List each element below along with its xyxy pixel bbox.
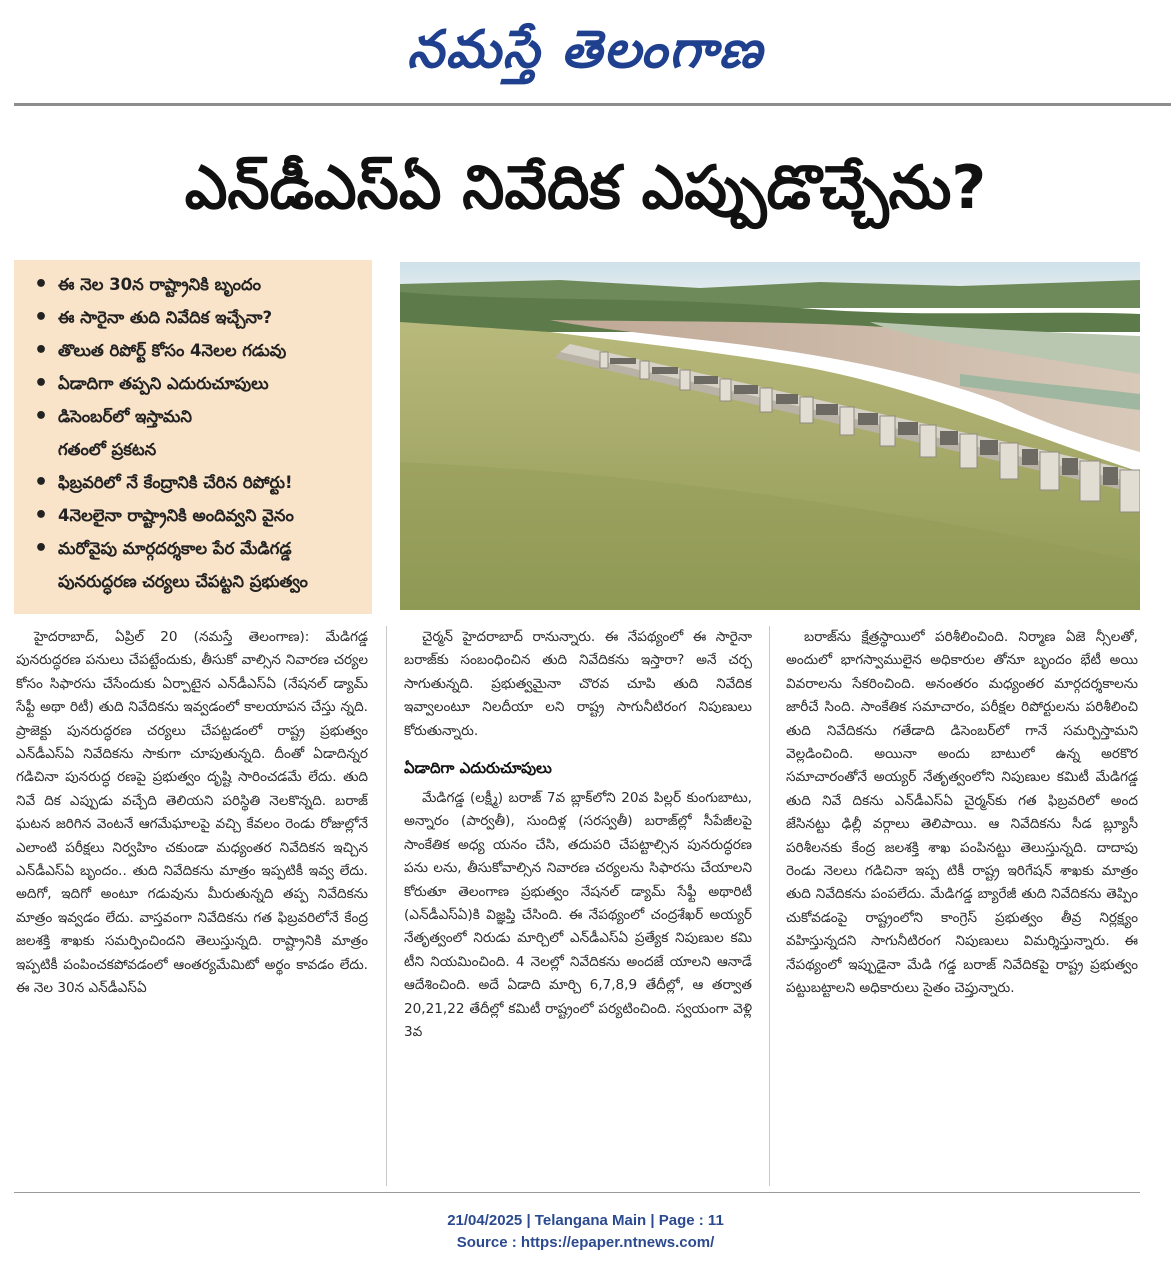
highlight-item: • మరోవైపు మార్గదర్శకాల పేర మేడిగడ్డ [34, 532, 364, 565]
footer-source: Source : https://epaper.ntnews.com/ [456, 1234, 715, 1251]
highlight-item: • 4నెలలైనా రాష్ట్రానికి అందివ్వని వైనం [34, 499, 364, 532]
highlight-item: • ఫిబ్రవరిలో నే కేంద్రానికి చేరిన రిపోర్టు! [34, 466, 364, 499]
headline: ఎన్‌డీఎస్‌ఏ నివేదిక ఎప్పుడొచ్చేను? [184, 152, 987, 223]
barrage-photo [400, 262, 1140, 610]
column-divider [386, 626, 387, 1186]
footer-divider [14, 1192, 1140, 1193]
article-column-3 [786, 626, 1138, 1186]
article-paragraph: హైదరాబాద్, ఏప్రిల్ 20 (నమస్తే తెలంగాణ): మేడిగడ్డ పునరుద్ధరణ పనులు చేపట్టేందుకు, తీసుకో వాల్సిన నివారణ చర్యల కోసం సిఫారసు చేసేందుకు ఏర్పాటైన ఎన్‌డీఎస్‌ఏ (నేషనల్ డ్యామ్ సేఫ్టీ అథా రిటీ) తుది నివేదికను ఇవ్వడంలో కాలయాపన చేస్తు న్నది. ప్రాజెక్టు పునరుద్ధరణ చర్యలు చేపట్టడంలో రాష్ట్ర ప్రభుత్వం ఎన్‌డీఎస్‌ఏ నివేదికను సాకుగా చూపుతున్నది. దీంతో ఏడాదిన్నర గడిచినా పునరుద్ధ రణపై ప్రభుత్వం దృష్టి సారించడమే లేదు. తుది నివే దిక ఎప్పుడు వచ్చేది తెలియని పరిస్థితి నెలకొన్నది. బరాజ్ ఘటన జరిగిన వెంటనే ఆగమేఘాలపై వచ్చి కేవలం రెండు రోజుల్లోనే ఎలాంటి పరీక్షలు నిర్వహిం చకుండా మధ్యంతర నివేదికన ఇచ్చిన ఎన్‌డీఎస్‌ఏ బృందం.. తుది నివేదికను మాత్రం ఇప్పటికీ ఇవ్వ లేదు. అదిగో, ఇదిగో అంటూ గడువును మీరుతున్నది తప్ప నివేదికను మాత్రం ఇవ్వడం లేదు. వాస్తవంగా నివేదికను గత ఫిబ్రవరిలోనే కేంద్ర జలశక్తి శాఖకు సమర్పించిందని తెలుస్తున్నది. రాష్ట్రానికి మాత్రం ఇప్పటికీ పంపించకపోవడంలో ఆంతర్యమేమిటో అర్థం కావడం లేదు. ఈ నెల 30న ఎన్‌డీఎస్‌ఏ [16, 629, 368, 997]
highlights-list [34, 268, 364, 598]
footer [0, 1210, 1171, 1254]
masthead-logo: నమస్తే తెలంగాణ [407, 20, 764, 80]
highlight-item: • ఈ నెల 30న రాష్ట్రానికి బృందం [34, 268, 364, 301]
article-paragraph: మేడిగడ్డ (లక్ష్మీ) బరాజ్ 7వ బ్లాక్‌లోని 20వ పిల్లర్ కుంగుబాటు, అన్నారం (పార్వతీ), సుందిళ్ల (సరస్వతీ) బరాజ్‌ల్లో సీపేజీలపై సాంకేతిక అధ్య యనం చేసి, తదుపరి చేపట్టాల్సిన పునరుద్ధరణ పను లను, తీసుకోవాల్సిన నివారణ చర్యలను సిఫారసు చేయాలని కోరుతూ తెలంగాణ ప్రభుత్వం నేషనల్ డ్యామ్ సేఫ్టీ అథారిటీ (ఎన్‌డీఎస్‌ఏ)కి విజ్ఞప్తి చేసింది. ఈ నేపథ్యంలో చంద్రశేఖర్ అయ్యర్ నేతృత్వంలో నిరుడు మార్చిలో ఎన్‌డీఎస్‌ఏ ప్రత్యేక నిపుణుల కమి టీని నియమించింది. 4 నెలల్లో నివేదికను అందజే యాలని ఆనాడే ఆదేశించింది. అదే ఏడాది మార్చి 6,7,8,9 తేదీల్లో, ఆ తర్వాత 20,21,22 తేదీల్లో కమిటీ రాష్ట్రంలో పర్యటించింది. స్వయంగా వెళ్లి 3వ [404, 790, 752, 1041]
highlights-box [14, 260, 372, 614]
article-subheading: ఏడాదిగా ఎదురుచూపులు [404, 759, 552, 778]
highlight-item: • ఈ సారైనా తుది నివేదిక ఇచ్చేనా? [34, 301, 364, 334]
column-divider [769, 626, 770, 1186]
article-column-2 [404, 626, 752, 1186]
masthead-divider [14, 103, 1171, 106]
masthead [0, 0, 1171, 100]
highlight-item-continuation: పునరుద్ధరణ చర్యలు చేపట్టని ప్రభుత్వం [58, 572, 308, 591]
highlight-item: • డిసెంబర్‌లో ఇస్తామని [34, 400, 364, 433]
article-paragraph: బరాజ్‌ను క్షేత్రస్థాయిలో పరిశీలించింది. నిర్మాణ ఏజె న్సీలతో, అందులో భాగస్వాములైన అధికారుల తోనూ బృందం భేటీ అయి వివరాలను సేకరించింది. అనంతరం మధ్యంతర మార్గదర్శకాలను జారీచే సింది. సాంకేతిక సమాచారం, పరీక్షల రిపోర్టులను పరిశీలించి తుది నివేదికను గతేడాది డిసెంబర్‌లో గానే సమర్పిస్తామని వెల్లడించింది. అయినా అందు బాటులో ఉన్న అరకొర సమాచారంతోనే అయ్యర్ నేతృత్వంలోని నిపుణుల కమిటీ మేడిగడ్డ తుది నివే దికను ఎన్‌డీఎస్‌ఏ చైర్మన్‌కు గత ఫిబ్రవరిలో అంద జేసినట్టు ఢిల్లీ వర్గాలు తెలిపాయి. ఆ నివేదికను సీడ బ్ల్యూసీ పరిశీలనకు కేంద్ర జలశక్తి శాఖ పంపినట్టు తెలుస్తున్నది. దాదాపు రెండు నెలలు గడిచినా ఇప్ప టికీ రాష్ట్ర ఇరిగేషన్ శాఖకు మాత్రం తుది నివేదికను పంపలేదు. మేడిగడ్డ బ్యారేజీ తుది నివేదికను తెప్పిం చుకోవడంపై రాష్ట్రంలోని కాంగ్రెస్ ప్రభుత్వం తీవ్ర నిర్లక్ష్యం వహిస్తున్నదని సాగునీటిరంగ నిపుణులు విమర్శిస్తున్నారు. ఈ నేపథ్యంలో ఇప్పుడైనా మేడి గడ్డ బరాజ్ నివేదికపై రాష్ట్ర ప్రభుత్వం పట్టుబట్టాలని అధికారులు సైతం చెప్తున్నారు. [786, 629, 1138, 997]
article-column-1 [16, 626, 368, 1186]
highlight-item: • తొలుత రిపోర్ట్ కోసం 4నెలల గడువు [34, 334, 364, 367]
article-paragraph: చైర్మన్ హైదరాబాద్ రానున్నారు. ఈ నేపథ్యంలో ఈ సారైనా బరాజ్‌కు సంబంధించిన తుది నివేదికను ఇస్తారా? అనే చర్చ సాగుతున్నది. ప్రభుత్వమైనా చొరవ చూపి తుది నివేదిక ఇవ్వాలంటూ నిలదీయా లని రాష్ట్ర సాగునీటిరంగ నిపుణులు కోరుతున్నారు. [404, 629, 752, 739]
highlight-item-continuation: గతంలో ప్రకటన [58, 440, 157, 459]
footer-date-page: 21/04/2025 | Telangana Main | Page : 11 [447, 1212, 724, 1229]
highlight-item: • ఏడాదిగా తప్పని ఎదురుచూపులు [34, 367, 364, 400]
